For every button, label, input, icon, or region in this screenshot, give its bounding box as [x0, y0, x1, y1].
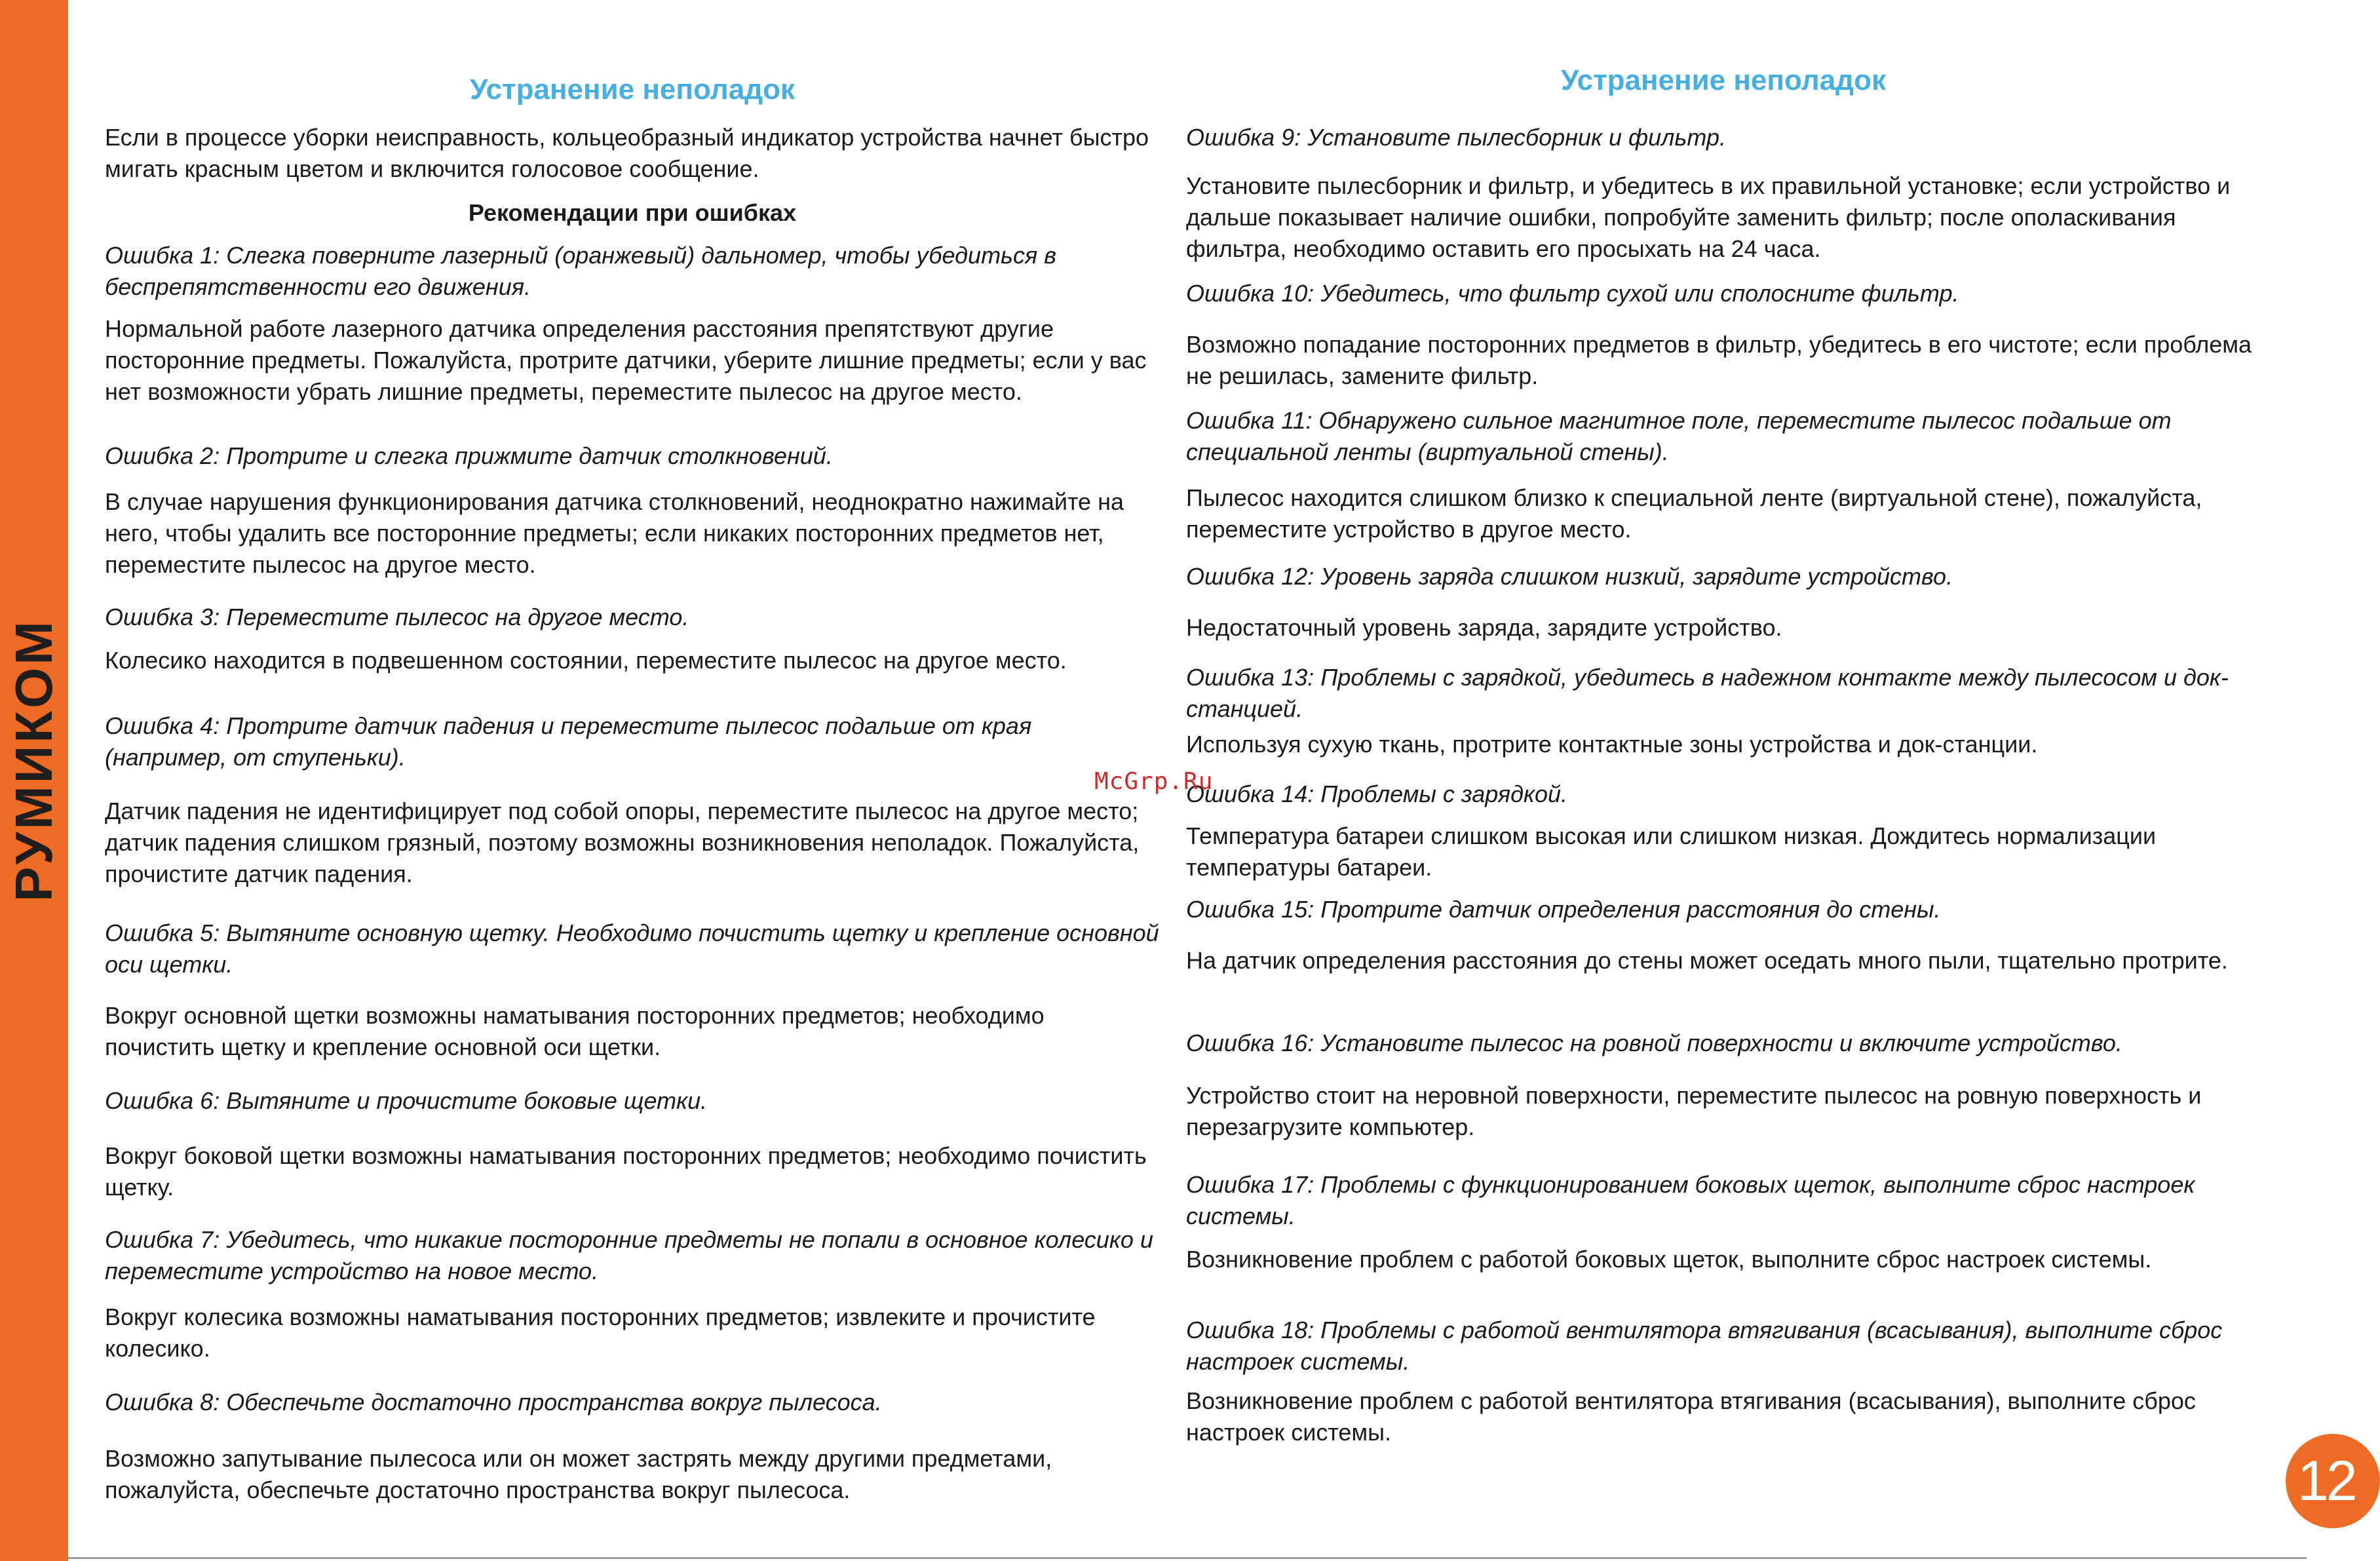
error-7-title: Ошибка 7: Убедитесь, что никакие посторонние предметы не попали в основное колесико и переместите устройство на новое место.: [105, 1226, 1153, 1284]
error-16-text: Устройство стоит на неровной поверхности, переместите пылесос на ровную поверхность и перезагрузите компьютер.: [1186, 1082, 2202, 1140]
error-10-title: Ошибка 10: Убедитесь, что фильтр сухой или сполосните фильтр.: [1186, 280, 1959, 307]
left-section-heading: Устранение неполадок: [470, 73, 795, 106]
error-2-text: В случае нарушения функционирования датчика столкновений, неоднократно нажимайте на него, чтобы удалить все посторонние предметы; если никаких посторонних предметов нет, переместите пылесос на другое место.: [105, 488, 1124, 578]
error-14-title: Ошибка 14: Проблемы с зарядкой.: [1186, 781, 1568, 807]
error-1-title: Ошибка 1: Слегка поверните лазерный (оранжевый) дальномер, чтобы убедиться в беспрепятственности его движения.: [105, 242, 1057, 300]
error-15-text: На датчик определения расстояния до стены может оседать много пыли, тщательно протрите.: [1186, 947, 2228, 974]
error-4-title: Ошибка 4: Протрите датчик падения и переместите пылесос подальше от края (например, от ступеньки).: [105, 712, 1032, 771]
error-3-title: Ошибка 3: Переместите пылесос на другое место.: [105, 604, 689, 630]
error-16-title: Ошибка 16: Установите пылесос на ровной поверхности и включите устройство.: [1186, 1030, 2122, 1056]
right-section-heading: Устранение неполадок: [1561, 64, 1886, 96]
error-1-text: Нормальной работе лазерного датчика определения расстояния препятствуют другие посторонние предметы. Пожалуйста, протрите датчики, уберите лишние предметы; если у вас нет возможности убрать лишние предметы, переместите пылесос на другое место.: [105, 315, 1147, 405]
error-3-text: Колесико находится в подвешенном состоянии, переместите пылесос на другое место.: [105, 647, 1067, 674]
error-2-title: Ошибка 2: Протрите и слегка прижмите датчик столкновений.: [105, 442, 833, 469]
error-12-text: Недостаточный уровень заряда, зарядите устройство.: [1186, 614, 1782, 641]
error-11-text: Пылесос находится слишком близко к специальной ленте (виртуальной стене), пожалуйста, переместите устройство в другое место.: [1186, 484, 2202, 543]
error-5-title: Ошибка 5: Вытяните основную щетку. Необходимо почистить щетку и крепление основной оси щетки.: [105, 919, 1159, 978]
error-18-text: Возникновение проблем с работой вентилятора втягивания (всасывания), выполните сброс настроек системы.: [1186, 1387, 2196, 1446]
error-11-title: Ошибка 11: Обнаружено сильное магнитное поле, переместите пылесос подальше от специальной ленты (виртуальной стены).: [1186, 407, 2172, 465]
error-5-text: Вокруг основной щетки возможны наматывания посторонних предметов; необходимо почистить щетку и крепление основной оси щетки.: [105, 1002, 1045, 1060]
error-6-title: Ошибка 6: Вытяните и прочистите боковые щетки.: [105, 1087, 708, 1114]
error-14-text: Температура батареи слишком высокая или слишком низкая. Дождитесь нормализации температуры батареи.: [1186, 822, 2157, 881]
error-17-text: Возникновение проблем с работой боковых щеток, выполните сброс настроек системы.: [1186, 1246, 2152, 1273]
error-10-text: Возможно попадание посторонних предметов в фильтр, убедитесь в его чистоте; если проблема не решилась, замените фильтр.: [1186, 331, 2252, 389]
error-8-title: Ошибка 8: Обеспечьте достаточно пространства вокруг пылесоса.: [105, 1389, 882, 1416]
error-8-text: Возможно запутывание пылесоса или он может застрять между другими предметами, пожалуйста, обеспечьте достаточно пространства вокруг пылесоса.: [105, 1445, 1052, 1503]
error-13-text: Используя сухую ткань, протрите контактные зоны устройства и док-станции.: [1186, 731, 2038, 758]
bottom-divider: [68, 1557, 2307, 1559]
brand-sidebar: [0, 0, 68, 1561]
error-9-title: Ошибка 9: Установите пылесборник и фильтр.: [1186, 124, 1726, 151]
watermark: McGrp.Ru: [1094, 768, 1214, 795]
recommendations-subheading: Рекомендации при ошибках: [468, 199, 797, 226]
error-13-title: Ошибка 13: Проблемы с зарядкой, убедитесь в надежном контакте между пылесосом и док-станцией.: [1186, 664, 2229, 722]
page-number-badge: 12: [2286, 1434, 2380, 1528]
error-9-text: Установите пылесборник и фильтр, и убедитесь в их правильной установке; если устройство и дальше показывает наличие ошибки, попробуйте заменить фильтр; после ополаскивания фильтра, необходимо оставить его просыхать на 24 часа.: [1186, 172, 2231, 262]
intro-paragraph: Если в процессе уборки неисправность, кольцеобразный индикатор устройства начнет быстро мигать красным цветом и включится голосовое сообщение.: [105, 124, 1149, 182]
error-15-title: Ошибка 15: Протрите датчик определения расстояния до стены.: [1186, 896, 1941, 923]
brand-logo: РУМИКОМ: [5, 619, 63, 902]
error-4-text: Датчик падения не идентифицирует под собой опоры, переместите пылесос на другое место; датчик падения слишком грязный, поэтому возможны возникновения неполадок. Пожалуйста, прочистите датчик падения.: [105, 798, 1140, 887]
error-12-title: Ошибка 12: Уровень заряда слишком низкий, зарядите устройство.: [1186, 563, 1953, 590]
error-18-title: Ошибка 18: Проблемы с работой вентилятора втягивания (всасывания), выполните сброс настроек системы.: [1186, 1317, 2223, 1375]
error-17-title: Ошибка 17: Проблемы с функционированием боковых щеток, выполните сброс настроек системы.: [1186, 1171, 2195, 1229]
error-6-text: Вокруг боковой щетки возможны наматывания посторонних предметов; необходимо почистить щетку.: [105, 1142, 1147, 1201]
error-7-text: Вокруг колесика возможны наматывания посторонних предметов; извлеките и прочистите колесико.: [105, 1303, 1096, 1362]
